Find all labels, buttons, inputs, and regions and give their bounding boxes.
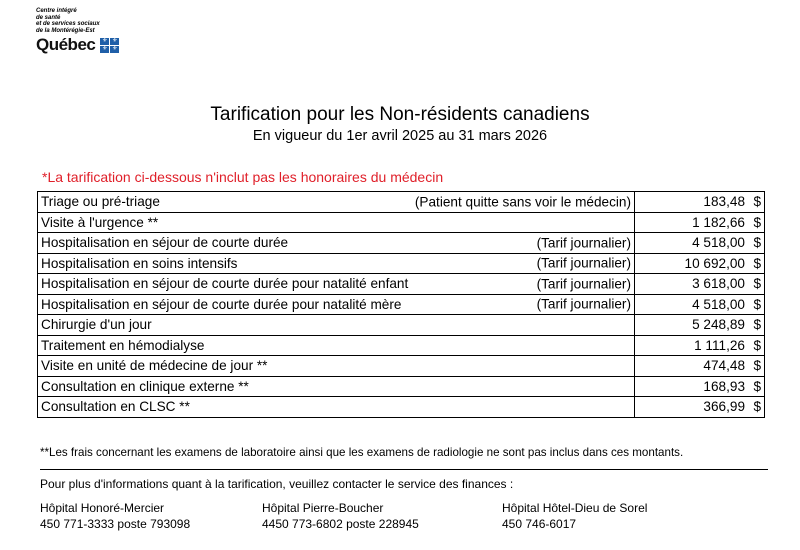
hospital-name: Hôpital Pierre-Boucher [262, 501, 384, 515]
fee-amount: 474,48 [703, 358, 745, 374]
fee-label: Hospitalisation en soins intensifs [41, 255, 238, 271]
fee-description [38, 212, 635, 233]
table-row [38, 233, 765, 254]
currency-symbol: $ [753, 317, 761, 333]
fleur-de-lis-flag-icon: ⚜ ⚜ ⚜ ⚜ [102, 37, 118, 52]
page-title: Tarification pour les Non-résidents canadiens [210, 104, 590, 125]
hospital-name: Hôpital Honoré-Mercier [40, 501, 165, 515]
currency-symbol: $ [753, 255, 761, 271]
fee-note: (Tarif journalier) [536, 235, 631, 251]
fee-amount: 168,93 [703, 378, 745, 394]
fee-amount-cell [635, 356, 765, 377]
contact-intro: Pour plus d'informations quant à la tarification, veuillez contacter le service des finances : [40, 477, 514, 491]
hospital-contact [502, 500, 647, 532]
fee-amount-cell [635, 397, 765, 418]
table-row [38, 274, 765, 295]
fee-description [38, 397, 635, 418]
currency-symbol: $ [753, 194, 761, 210]
currency-symbol: $ [753, 235, 761, 251]
fee-note: (Patient quitte sans voir le médecin) [414, 194, 631, 210]
fee-note: (Tarif journalier) [536, 255, 631, 271]
table-row [38, 356, 765, 377]
hospital-contact [262, 500, 419, 532]
currency-symbol: $ [753, 337, 761, 353]
table-row [38, 294, 765, 315]
table-row [38, 212, 765, 233]
logo-org-name [36, 8, 136, 34]
table-row [38, 192, 765, 213]
fee-description [38, 376, 635, 397]
logo-org-line: de santé [36, 14, 61, 21]
fee-note: (Tarif journalier) [536, 276, 631, 292]
fee-amount: 1 111,26 [694, 337, 745, 353]
fee-amount-cell [635, 294, 765, 315]
page-subtitle: En vigueur du 1er avril 2025 au 31 mars 2026 [252, 128, 548, 144]
logo-wordmark: Québec [36, 35, 96, 54]
table-row [38, 315, 765, 336]
fee-label: Visite en unité de médecine de jour ** [41, 358, 268, 374]
fee-amount-cell [635, 233, 765, 254]
currency-symbol: $ [753, 296, 761, 312]
fee-amount: 5 248,89 [692, 317, 745, 333]
hospital-contact [40, 500, 190, 532]
fee-description [38, 356, 635, 377]
fee-amount: 183,48 [703, 194, 745, 210]
cisss-logo [36, 8, 156, 55]
fee-label: Consultation en clinique externe ** [41, 378, 249, 394]
fee-amount-cell [635, 192, 765, 213]
logo-org-line: Centre intégré [36, 8, 77, 14]
fee-table [37, 191, 765, 418]
fee-description [38, 192, 635, 213]
fee-label: Chirurgie d'un jour [41, 317, 152, 333]
fee-label: Hospitalisation en séjour de courte durée [41, 235, 289, 251]
currency-symbol: $ [753, 214, 761, 230]
fee-amount-cell [635, 253, 765, 274]
fee-amount-cell [635, 315, 765, 336]
currency-symbol: $ [753, 276, 761, 292]
fee-description [38, 233, 635, 254]
fee-label: Hospitalisation en séjour de courte durée pour natalité enfant [41, 276, 409, 292]
hospital-phone: 450 746-6017 [502, 517, 577, 531]
hospital-phone: 450 771-3333 poste 793098 [40, 517, 191, 531]
fee-amount-cell [635, 212, 765, 233]
fee-amount: 10 692,00 [684, 255, 745, 271]
fee-amount: 4 518,00 [692, 296, 745, 312]
table-row [38, 397, 765, 418]
hospital-name: Hôpital Hôtel-Dieu de Sorel [502, 501, 648, 515]
fee-amount-cell [635, 274, 765, 295]
fee-amount-cell [635, 376, 765, 397]
currency-symbol: $ [753, 358, 761, 374]
hospital-phone: 4450 773-6802 poste 228945 [262, 517, 419, 531]
table-row [38, 335, 765, 356]
fee-label: Consultation en CLSC ** [41, 399, 190, 415]
currency-symbol: $ [753, 399, 761, 415]
fee-label: Hospitalisation en séjour de courte durée pour natalité mère [41, 296, 402, 312]
footnote: **Les frais concernant les examens de laboratoire ainsi que les examens de radiologie ne sont pas inclus dans ces montants. [40, 446, 684, 459]
fee-note: (Tarif journalier) [536, 296, 631, 312]
fee-label: Visite à l'urgence ** [41, 214, 159, 230]
logo-org-line: et de services sociaux [36, 21, 100, 27]
fee-amount-cell [635, 335, 765, 356]
table-row [38, 376, 765, 397]
fee-description [38, 294, 635, 315]
fee-amount: 1 182,66 [692, 214, 745, 230]
fee-amount: 3 618,00 [692, 276, 745, 292]
fee-description [38, 274, 635, 295]
fee-label: Triage ou pré-triage [41, 194, 160, 210]
fee-description [38, 315, 635, 336]
table-row [38, 253, 765, 274]
divider [40, 469, 768, 470]
currency-symbol: $ [753, 378, 761, 394]
fee-description [38, 335, 635, 356]
fee-label: Traitement en hémodialyse [41, 337, 205, 353]
fee-amount: 366,99 [703, 399, 745, 415]
physician-fees-warning: *La tarification ci-dessous n'inclut pas les honoraires du médecin [42, 169, 444, 185]
logo-org-line: de la Montérégie-Est [36, 27, 95, 34]
fee-amount: 4 518,00 [692, 235, 745, 251]
fee-description [38, 253, 635, 274]
